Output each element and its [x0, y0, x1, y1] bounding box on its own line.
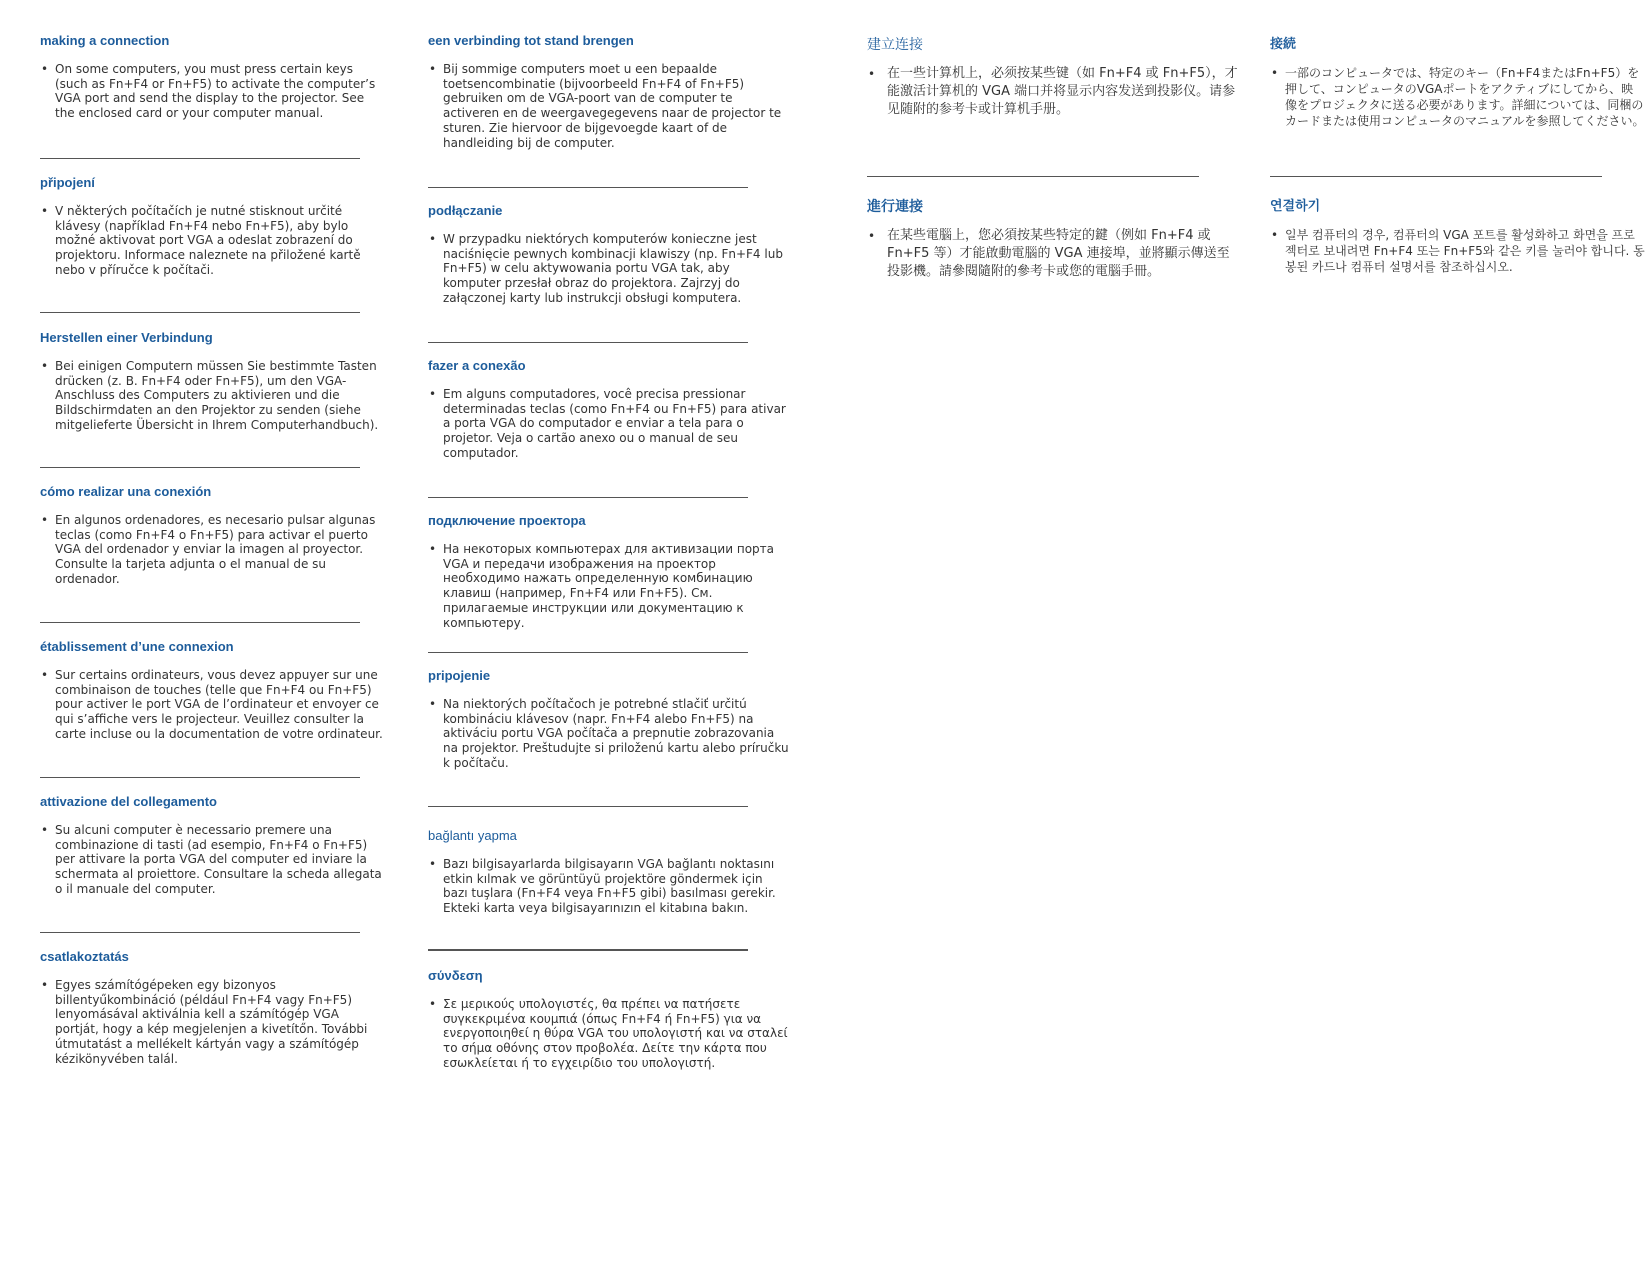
bullet-turkish: • Bazı bilgisayarlarda bilgisayarın VGA bağlantı noktasını etkin kılmak ve görüntüyü projektöre göndermek için bazı tuşlara (Fn+F4 veya Fn+F5 gibi) basılması gerekir. Ekteki karta veya bilgisayarınızın el kitabına bakın. [428, 857, 790, 916]
section-french [40, 639, 385, 742]
heading-japanese: 接続 [1270, 36, 1297, 51]
heading-italian: attivazione del collegamento [40, 794, 217, 809]
section-korean [1270, 198, 1645, 275]
section-turkish [428, 828, 790, 916]
bullet-greek: • Σε μερικούς υπολογιστές, θα πρέπει να πατήσετε συγκεκριμένα κουμπιά (όπως Fn+F4 ή Fn+F5) για να ενεργοποιηθεί η θύρα VGA του υπολογιστή και να σταλεί το σήμα οθόνης στον προβολέα. Δείτε την κάρτα που εσωκλείεται ή το εγχειρίδιο του υπολογιστή. [428, 997, 790, 1071]
divider [40, 932, 360, 933]
section-greek [428, 968, 790, 1071]
divider [40, 158, 360, 159]
divider [428, 652, 748, 653]
divider [867, 176, 1199, 177]
bullet-traditional-chinese: • 在某些電腦上，您必須按某些特定的鍵（例如 Fn+F4 或 Fn+F5 等）才能啟動電腦的 VGA 連接埠，並將顯示傳送至投影機。請參閱隨附的參考卡或您的電腦手冊。 [867, 227, 1242, 281]
divider [40, 467, 360, 468]
bullet-spanish: • En algunos ordenadores, es necesario pulsar algunas teclas (como Fn+F4 o Fn+F5) para activar el puerto VGA del ordenador y enviar la imagen al proyector. Consulte la tarjeta adjunta o el manual de su ordenador. [40, 513, 385, 587]
section-dutch [428, 33, 790, 150]
bullet-polish: • W przypadku niektórych komputerów konieczne jest naciśnięcie pewnych kombinacji klawiszy (np. Fn+F4 lub Fn+F5) w celu aktywowania portu VGA tak, aby komputer przesłał obraz do projektora. Zajrzyj do załączonej karty lub instrukcji obsługi komputera. [428, 232, 790, 306]
section-english [40, 33, 385, 121]
section-czech [40, 175, 385, 278]
divider [1270, 176, 1602, 177]
bullet-simplified-chinese: • 在一些计算机上，必须按某些键（如 Fn+F4 或 Fn+F5），才能激活计算机的 VGA 端口并将显示内容发送到投影仪。请参见随附的参考卡或计算机手册。 [867, 65, 1242, 119]
divider [428, 342, 748, 343]
heading-russian: подключение проектора [428, 513, 586, 528]
section-spanish [40, 484, 385, 587]
heading-portuguese: fazer a conexão [428, 358, 526, 373]
divider [428, 497, 748, 498]
divider [40, 312, 360, 313]
section-portuguese [428, 358, 790, 461]
bullet-czech: • V některých počítačích je nutné stisknout určité klávesy (například Fn+F4 nebo Fn+F5), aby bylo možné aktivovat port VGA a odeslat zobrazení do projektoru. Informace naleznete na přiložené kartě nebo v příručce k počítači. [40, 204, 385, 278]
heading-greek: σύνδεση [428, 968, 483, 983]
bullet-japanese: • 一部のコンピュータでは、特定のキー（Fn+F4またはFn+F5）を押して、コンピュータのVGAポートをアクティブにしてから、映像をプロジェクタに送る必要があります。詳細については、同梱のカードまたは使用コンピュータのマニュアルを参照してください。 [1270, 65, 1645, 129]
section-japanese [1270, 36, 1645, 129]
section-hungarian [40, 949, 385, 1066]
divider [428, 949, 748, 951]
bullet-russian: • На некоторых компьютерах для активизации порта VGA и передачи изображения на проектор необходимо нажать определенную комбинацию клавиш (например, Fn+F4 или Fn+F5). См. прилагаемые инструкции или документацию к компьютеру. [428, 542, 790, 630]
heading-simplified-chinese: 建立连接 [867, 36, 923, 52]
bullet-italian: • Su alcuni computer è necessario premere una combinazione di tasti (ad esempio, Fn+F4 o Fn+F5) per attivare la porta VGA del computer ed inviare la schermata al proiettore. Consultare la scheda allegata o il manuale del computer. [40, 823, 385, 897]
section-traditional-chinese [867, 198, 1242, 281]
bullet-dutch: • Bij sommige computers moet u een bepaalde toetsencombinatie (bijvoorbeeld Fn+F4 of Fn+F5) gebruiken om de VGA-poort van de computer te activeren en de weergavegegevens naar de projector te sturen. Zie hiervoor de bijgevoegde kaart of de handleiding bij de computer. [428, 62, 790, 150]
bullet-hungarian: • Egyes számítógépeken egy bizonyos billentyűkombináció (például Fn+F4 vagy Fn+F5) lenyomásával aktiválnia kell a számítógép VGA portját, hogy a kép megjelenjen a kivetítőn. További útmutatást a mellékelt kártyán vagy a számítógép kézikönyvében talál. [40, 978, 385, 1066]
heading-french: établissement d’une connexion [40, 639, 234, 654]
bullet-korean: • 일부 컴퓨터의 경우, 컴퓨터의 VGA 포트를 활성화하고 화면을 프로젝터로 보내려면 Fn+F4 또는 Fn+F5와 같은 키를 눌러야 합니다. 동봉된 카드나 컴퓨터 설명서를 참조하십시오. [1270, 227, 1645, 275]
section-german [40, 330, 385, 433]
divider [428, 187, 748, 188]
heading-korean: 연결하기 [1270, 198, 1321, 213]
heading-spanish: cómo realizar una conexión [40, 484, 212, 499]
section-russian [428, 513, 790, 630]
divider [428, 806, 748, 807]
bullet-german: • Bei einigen Computern müssen Sie bestimmte Tasten drücken (z. B. Fn+F4 oder Fn+F5), um den VGA-Anschluss des Computers zu aktivieren und die Bildschirmdaten an den Projektor zu senden (siehe mitgelieferte Übersicht in Ihrem Computerhandbuch). [40, 359, 385, 433]
section-simplified-chinese [867, 36, 1242, 119]
heading-german: Herstellen einer Verbindung [40, 330, 213, 345]
heading-hungarian: csatlakoztatás [40, 949, 129, 964]
section-polish [428, 203, 790, 306]
section-italian [40, 794, 385, 897]
heading-polish: podłączanie [428, 203, 503, 218]
bullet-french: • Sur certains ordinateurs, vous devez appuyer sur une combinaison de touches (telle que Fn+F4 ou Fn+F5) pour activer le port VGA de l’ordinateur et envoyer ce qui s’affiche vers le projecteur. Veuillez consulter la carte incluse ou la documentation de votre ordinateur. [40, 668, 385, 742]
divider [40, 777, 360, 778]
bullet-slovak: • Na niektorých počítačoch je potrebné stlačiť určitú kombináciu klávesov (napr. Fn+F4 alebo Fn+F5) na aktiváciu portu VGA počítača a prepnutie zobrazovania na projektor. Preštudujte si priloženú kartu alebo príručku k počítaču. [428, 697, 790, 771]
heading-english: making a connection [40, 33, 170, 48]
section-slovak [428, 668, 790, 771]
bullet-english: • On some computers, you must press certain keys (such as Fn+F4 or Fn+F5) to activate the computer’s VGA port and send the display to the projector. See the enclosed card or your computer manual. [40, 62, 385, 121]
divider [40, 622, 360, 623]
heading-czech: připojení [40, 175, 95, 190]
bullet-portuguese: • Em alguns computadores, você precisa pressionar determinadas teclas (como Fn+F4 ou Fn+F5) para ativar a porta VGA do computador e enviar a tela para o projetor. Veja o cartão anexo ou o manual de seu computador. [428, 387, 790, 461]
heading-traditional-chinese: 進行連接 [867, 198, 923, 214]
heading-turkish: bağlantı yapma [428, 828, 517, 843]
heading-slovak: pripojenie [428, 668, 491, 683]
heading-dutch: een verbinding tot stand brengen [428, 33, 634, 48]
